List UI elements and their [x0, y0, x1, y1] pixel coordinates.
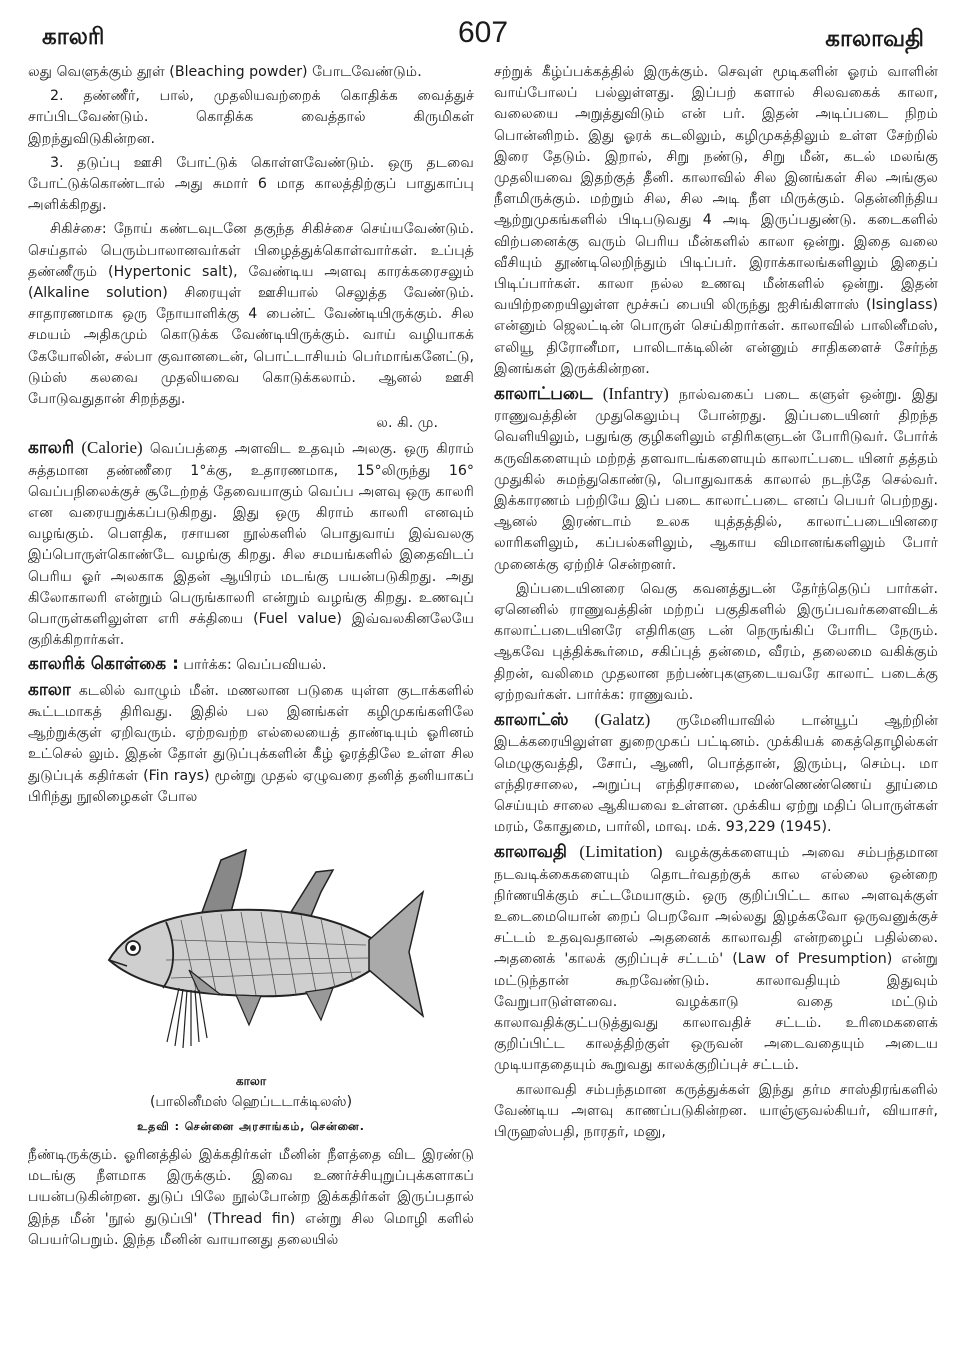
- left-column: [28, 62, 474, 1364]
- two-column-body: [28, 62, 938, 1364]
- entry-kala: [28, 680, 474, 808]
- threadfin-fish-illustration: [71, 820, 431, 1070]
- paragraph: நீண்டிருக்கும். ஓரினத்தில் இக்கதிர்கள் மீனின் நீளத்தை விட இரண்டு மடங்கு நீளமாக இருக்கும். இவை உணர்ச்சியுறுப்புக்களாகப் பயன்படுகின்றன. துடுப் பிலே நூல்போன்ற இக்கதிர்கள் இருப்பதால் இந்த மீன் 'நூல் துடுப்பி' (Thread fin) என்று சில மொழி களில் பெயர்பெறும். இந்த மீனின் வாயானது தலையில்: [28, 1146, 474, 1248]
- entry-headword: காலாட்படை: [494, 384, 593, 405]
- entry-calorie: [28, 437, 474, 651]
- entry-galatz: [494, 709, 938, 838]
- author-initials: ல. கி. மு.: [376, 415, 438, 432]
- fish-figure: [28, 820, 474, 1135]
- paragraph: லது வெளுக்கும் தூள் (Bleaching powder) போடவேண்டும்.: [28, 64, 422, 80]
- entry-headword: காலா: [28, 679, 71, 700]
- right-column: [494, 62, 938, 1364]
- figure-credit: உதவி : சென்னை அரசாங்கம், சென்னை.: [137, 1119, 365, 1133]
- paragraph: சிகிச்சை: நோய் கண்டவுடனே தகுந்த சிகிச்சை செய்யவேண்டும். செய்தால் பெரும்பாலானவர்கள் பிழைத்துக்கொள்வார்கள். உப்புத் தண்ணீரும் (Hypertonic salt), வேண்டிய அளவு காரக்கரைசலும் (Alkaline solution) சிரையுள் ஊசியால் செலுத்த வேண்டும். சாதாரணமாக ஒரு நோயாளிக்கு 4 பைன்ட் வேண்டியிருக்கும். சில சமயம் அதிகமும் கொடுக்க வேண்டியிருக்கும். வாய் வழியாகக் கேயோலின், சல்பா குவானடைன், பொட்டாசியம் பெர்மாங்கனேட்டு, டும்ஸ் கலவை முதலியவை கொடுக்கலாம். ஆனல் ஊசி போடுவதுதான் சிறந்தது.: [28, 221, 474, 408]
- entry-english-term: (Calorie): [81, 438, 143, 458]
- header-left-guideword: காலரி: [42, 24, 105, 50]
- entry-body: நால்வகைப் படை களுள் ஒன்று. இது ராணுவத்தின் முதுகெலும்பு போன்றது. இப்படையினர் திறந்த வெளியிலும், பதுங்கு குழிகளிலும் எதிரிகளுடன் போரிடுவர். போர்க் கருவிகளையும் மற்றத் தளவாடங்களையும் காலாட்படை யினர் தத்தம் முதுகில் சுமந்துகொண்டு, பொதுவாகக் காலால் நடந்தே செல்வர். இக்காரணம் பற்றியே இப் படை காலாட்படை எனப் பெயர் பெற்றது. ஆனல் இரண்டாம் உலக யுத்தத்தில், காலாட்படையினரை லாரிகளிலும், கப்பல்களிலும், ஆகாய விமானங்களிலும் போர் முனைக்கு ஏற்றிச் சென்றனர்.: [494, 387, 938, 573]
- entry-body: கடலில் வாழும் மீன். மணலான படுகை யுள்ள குடாக்களில் கூட்டமாகத் திரிவது. இதில் பல இனங்கள் கழிமுகங்களிலே ஆற்றுக்குள் ஏறிவரும். ஏற்றவற்ற எல்லையைத் தாண்டியும் ஓரினம் உட்செல் லும். இதன் தோள் துடுப்புக்களின் கீழ் ஓரத்திலே உள்ள சில துடுப்புக் கதிர்கள் (Fin rays) மூன்று முதல் ஏழுவரை தனித் தனியாகப் பிரிந்து நூலிழைகள் போல: [28, 682, 474, 805]
- figure-caption: (பாலினீமஸ் ஹெப்டடாக்டிலஸ்): [149, 1093, 353, 1110]
- entry-body: வழக்குக்களையும் அவை சம்பந்தமான நடவடிக்கைகளையும் தொடர்வதற்குக் கால எல்லை ஒன்றை நிர்ணயிக்கும் சட்டமேயாகும். ஒரு குறிப்பிட்ட கால அளவுக்குள் உடைமையொன் றைப் பெறவோ அல்லது இழக்கவோ ஒருவனுக்குச் சட்டம் உதவுவதானல் அதனைக் காலாவதி என்றழைப் பதில்லை. அதனைக் 'காலக் குறிப்புச் சட்டம்' (Law of Presumption) என்று மட்டுந்தான் கூறவேண்டும். காலாவதியும் இதுவும் வேறுபாடுள்ளவை. வழக்காடு வதை மட்டும் காலாவதிக்குட்படுத்துவது காலாவதிச் சட்டம். உரிமைகளைக் குறிப்பிட்ட காலத்திற்குள் ஒருவன் அடைவதையும் அடைய முடியாததையும் கூறுவது காலக்குறிப்புச் சட்டம்.: [494, 845, 938, 1074]
- entry-english-term: (Limitation): [579, 842, 663, 862]
- header-right-guideword: காலாவதி: [825, 26, 924, 52]
- figure-title: காலா: [235, 1073, 267, 1088]
- entry-headword: காலரிக் கொள்கை :: [28, 654, 179, 675]
- entry-infantry: [494, 383, 938, 576]
- entry-headword: காலாவதி: [494, 842, 567, 863]
- page-header: [28, 14, 938, 62]
- entry-limitation: [494, 841, 938, 1076]
- entry-caloric-theory: [28, 654, 474, 676]
- entry-body: பார்க்க: வெப்பவியல்.: [183, 657, 327, 674]
- page-number: 607: [457, 16, 509, 49]
- paragraph: சற்றுக் கீழ்ப்பக்கத்தில் இருக்கும். செவுள் மூடிகளின் ஓரம் வாளின் வாய்போலப் பல்லுள்ளது. இப்பற் களால் சிலவகைக் காலா, வலையை அறுத்துவிடும் என் பர். இதன் அடிப்படை நிறம் பொன்னிறம். இது ஓரக் கடலிலும், கழிமுகத்திலும் உள்ள சேற்றில் இரை தேடும். இறால், சிறு நண்டு, சிறு மீன், கடல் மலங்கு முதலியவை இதற்குத் தீனி. காலாவில் சில இனங்கள் சில அங்குல நீளமிருக்கும். மற்றும் சில, சில அடி நீள மிருக்கும். தென்னிந்திய ஆற்றுமுகங்களில் பிடிபடுவது 4 அடி இருப்பதுண்டு. கடைகளில் விற்பனைக்கு வரும் பெரிய மீன்களில் காலா ஒன்று. இதை வலை வீசியும் தூண்டிலெறிந்தும் பிடிப்பர். இராக்காலங்களிலும் இதைப் பிடிப்பார்கள். காலா நல்ல உணவு மீன்களில் ஒன்று. இதன் வயிற்றறையிலுள்ள மூச்சுப் பையி லிருந்து ஐசிங்கிளாஸ் (Isinglass) என்னும் ஜெலட்டின் பொருள் செய்கிறார்கள். காலாவில் பாலினீமஸ், எலியூ திரோனீமா, பாலிடாக்டிலின் என்னும் சாதிகளைச் சேர்ந்த இனங்கள் இருக்கின்றன.: [494, 64, 938, 377]
- entry-body: ருமேனியாவில் டான்யூப் ஆற்றின் இடக்கரையிலுள்ள துறைமுகப் பட்டினம். முக்கியக் கைத்தொழில்கள் மெழுகுவத்தி, சோப், ஆணி, பொத்தான், இரும்பு, செம்பு. மா எந்திரசாலை, அறுப்பு எந்திரசாலை, மண்ணெண்ணெய் தூய்மை செய்யும் சாலை ஆகியவை உள்ளன. முக்கிய ஏற்று மதிப் பொருள்கள் மரம், கோதுமை, பார்லி, மாவு. மக். 93,229 (1945).: [494, 713, 938, 836]
- paragraph: 2. தண்ணீர், பால், முதலியவற்றைக் கொதிக்க வைத்துச் சாப்பிடவேண்டும். கொதிக்க வைத்தால் கிருமிகள் இறந்துவிடுகின்றன.: [28, 88, 474, 147]
- entry-headword: காலாட்ஸ்: [494, 710, 569, 731]
- paragraph: காலாவதி சம்பந்தமான கருத்துக்கள் இந்து தர்ம சாஸ்திரங்களில் வேண்டிய அளவு காணப்படுகின்றன. யாஞ்ஞவல்கியர், வியாசர், பிருஹஸ்பதி, நாரதர், மனு,: [494, 1081, 938, 1140]
- paragraph: இப்படையினரை வெகு கவனத்துடன் தேர்ந்தெடுப் பார்கள். ஏனெனில் ராணுவத்தின் மற்றப் பகுதிகளில் இருப்பவர்களைவிடக் காலாட்படையினரே எதிரிகளு டன் நெருங்கிப் போரிட நேரும். ஆகவே புத்திக்கூர்மை, சகிப்புத் தன்மை, வீரம், தலைமை வகிக்கும் திறன், வலிமை முதலான நற்பண்புகளுடையவரே காலாட் படைக்கு ஏற்றவர்கள். பார்க்க: ராணுவம்.: [494, 580, 938, 703]
- entry-headword: காலரி: [28, 438, 75, 459]
- entry-english-term: (Galatz): [594, 710, 651, 730]
- entry-english-term: (Infantry): [602, 384, 669, 404]
- paragraph: 3. தடுப்பு ஊசி போட்டுக் கொள்ளவேண்டும். ஒரு தடவை போட்டுக்கொண்டால் அது சுமார் 6 மாத காலத்திற்குப் பாதுகாப்பு அளிக்கிறது.: [28, 154, 474, 214]
- entry-body: வெப்பத்தை அளவிட உதவும் அலகு. ஒரு கிராம் சுத்தமான தண்ணீரை 1°க்கு, உதாரணமாக, 15°லிருந்து 16° வெப்பநிலைக்குச் சூடேற்றத் தேவையாகும் வெப்ப அளவு ஒரு காலரி என வரையறுக்கப்படுகிறது. இது ஒரு கிராம் காலரி எனவும் வழங்கும். பௌதிக, ரசாயன நூல்களில் பொதுவாய் இவ்வலகு இப்பொருள்கொண்டே வழங்கு கிறது. சில சமயங்களில் இதைவிடப் பெரிய ஓர் அலகாக இதன் ஆயிரம் மடங்கு பயன்படுகிறது. அது கிலோகாலரி என்றும் பெருங்காலரி என்றும் வழங்கு கிறது. உணவுப் பொருள்களிலுள்ள எரி சக்தியை (Fuel value) இவ்வலகினலேயே குறிக்கிறார்கள்.: [28, 441, 474, 649]
